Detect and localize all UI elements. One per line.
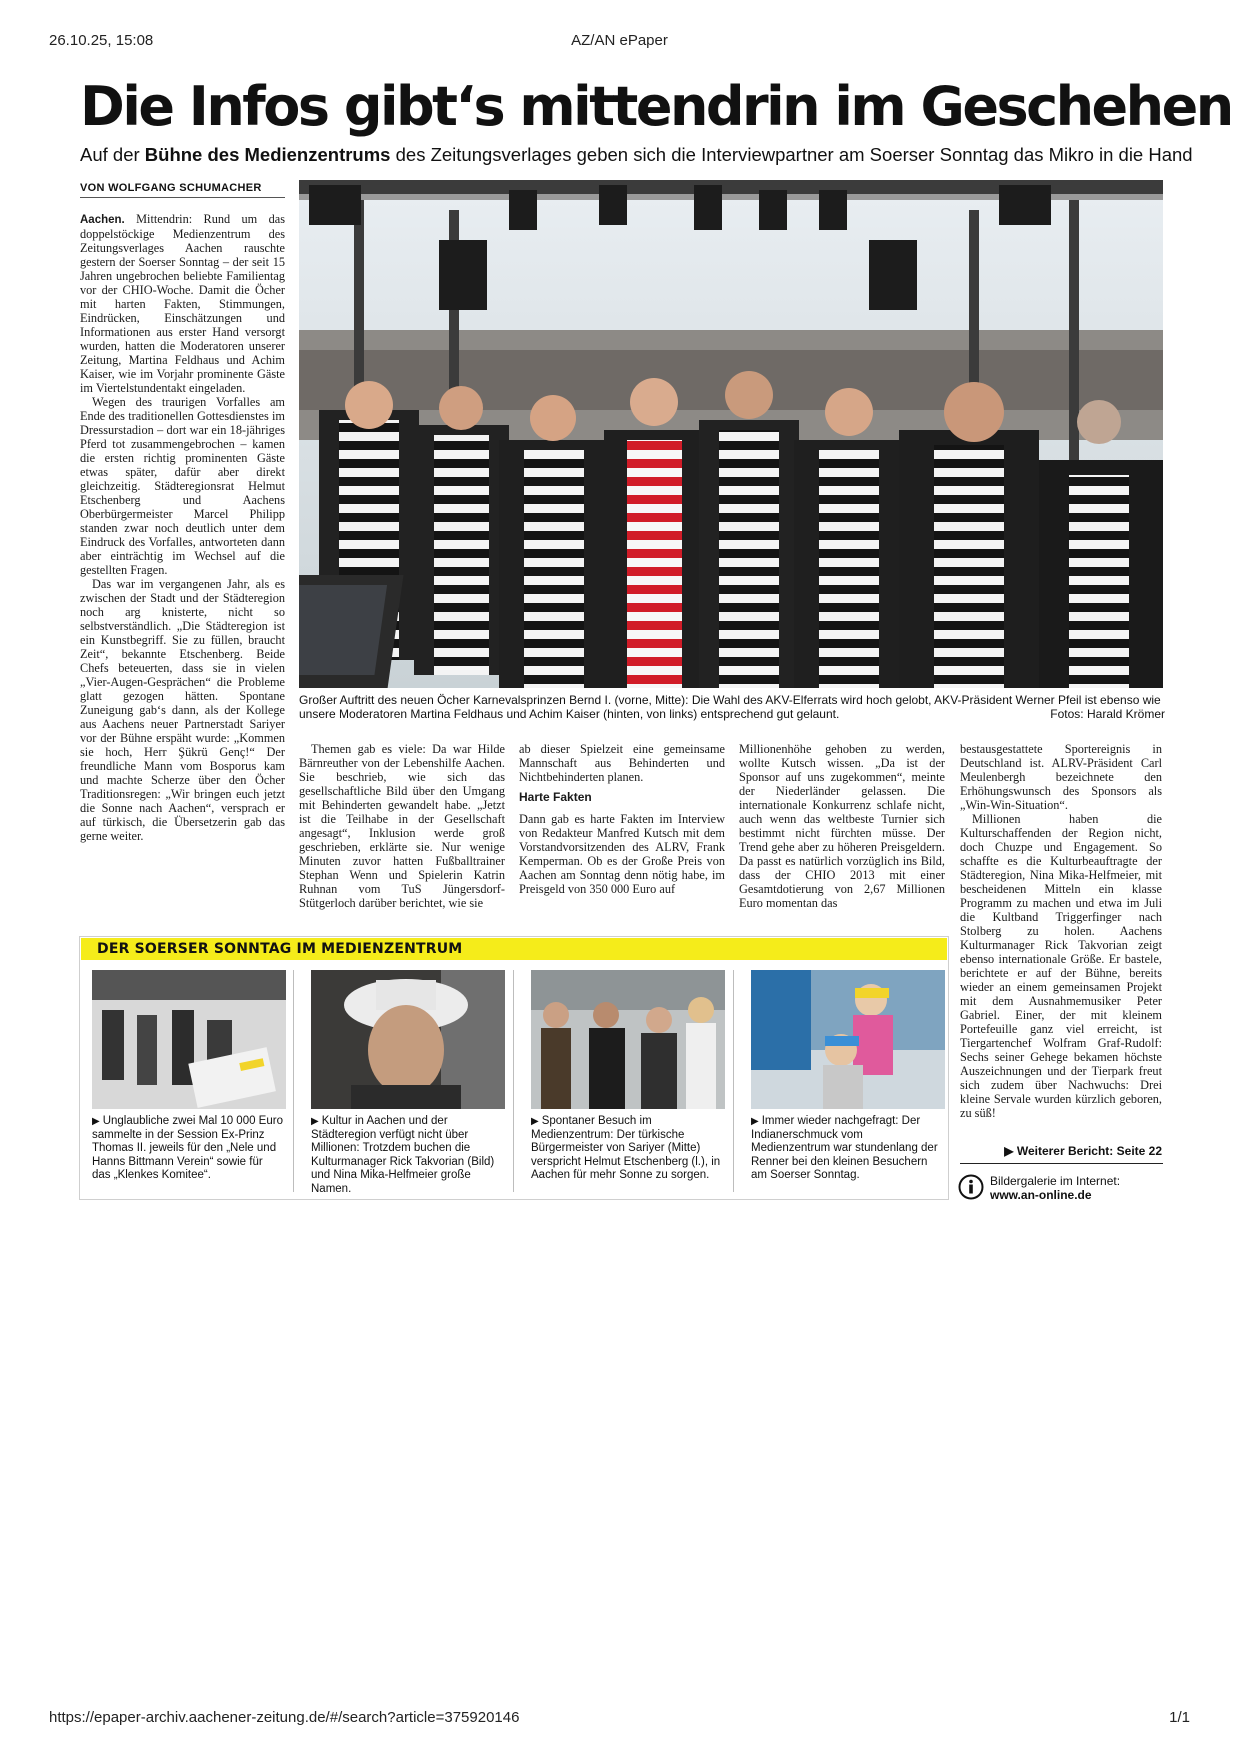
article-column-1: Aachen. Mittendrin: Rund um das doppelstöckige Medienzentrum des Zeitungsverlages Aachen rauschte gestern der Soerser Sonntag – der seit 15 Jahren ungebrochen beliebte Familientag vor der CHIO-Woche. Damit die Öcher mit harten Fakten, Stimmungen, Eindrücken, Einschätzungen und Informationen aus erster Hand versorgt wurden, hatten die Moderatoren unserer Zeitung, Martina Feldhaus und Achim Kaiser, wie im Vorjahr prominente Gäste im Viertelstundentakt eingeladen. Wegen des traurigen Vorfalles am Ende des traditionellen Gottesdienstes im Dressurstadion – dort war ein 18-jähriges Pferd tot zusammengebrochen – kamen die ersten richtig prominenten Gäste etwas später, dafür aber direkt gleichzeitig. Städteregionsrat Helmut Etschenberg und Aachens Oberbürgermeister Marcel Philipp standen zwar noch deutlich unter dem Eindruck des Vorfalles, antworteten dann aber einträchtig im Wechsel auf die gestellten Fragen. Das war im vergangenen Jahr, als es zwischen der Stadt und der Städteregion noch arg knisterte, nicht so selbstverständlich. „Die Städteregion ist ein Kunstbegriff. Sie zu füllen, braucht Zeit“, bekannte Etschenberg. Beide Chefs beteuerten, dass sie in vielen „Vier-Augen-Gesprächen“ die Probleme glatt gezogen hätten. Spontane Zuneigung gab‘s dann, als der Kollege aus Aachens neuer Partnerstadt Sariyer vor der Bühne erspäht wurde: „Kommen sie hoch, Herr Şükrü Genç!“ Der freundliche Mann vom Bosporus kam und machte Scherze über den Öcher Traditionsregen: „Wir bringen euch jetzt die Sonne nach Aachen“, versprach er auf türkisch, die Übersetzerin gab das gerne weiter. (80, 212, 285, 843)
divider (960, 1163, 1163, 1164)
info-icon (958, 1174, 984, 1200)
gallery-notice (958, 1172, 1168, 1206)
thumbnail-caption-3: ▶ Spontaner Besuch im Medienzentrum: Der türkische Bürgermeister von Sariyer (Mitte) verspricht Helmut Etschenberg (l.), in Aachen für mehr Sonne zu sorgen. (531, 1115, 721, 1181)
print-footer (0, 1709, 1239, 1729)
byline-rule (80, 197, 285, 198)
thumbnail-photo-4 (751, 970, 945, 1109)
photo-gallery-box (79, 936, 949, 1200)
box-title: DER SOERSER SONNTAG IM MEDIENZENTRUM (97, 941, 463, 957)
thumbnail-caption-1: ▶ Unglaubliche zwei Mal 10 000 Euro sammelte in der Session Ex-Prinz Thomas II. jeweils für den „Nele und Hanns Bittmann Verein“ sowie für das „Klenkes Komitee“. (92, 1115, 283, 1181)
article-column-4: Millionenhöhe gehoben zu werden, wollte Kutsch wissen. „Da ist der Sponsor auf uns zugekommen“, meinte der Niederländer gelassen. Die internationale Konkurrenz schlafe nicht, auch wenn das weltbeste Turnier sich bestimmt nicht fürchten müsse. Der Trend gehe aber zu höheren Preisgeldern. Da passt es natürlich vorzüglich ins Bild, dass der CHIO 2013 mit einer Gesamtdotierung von 2,67 Millionen Euro momentan das (739, 742, 945, 910)
article-column-3: ab dieser Spielzeit eine gemeinsame Mannschaft aus Behinderten und Nichtbehinderten planen. Harte Fakten Dann gab es harte Fakten im Interview von Redakteur Manfred Kutsch mit dem Vorstandvorsitzenden des ALRV, Frank Kemperman. Ob es der Große Preis von Aachen am Sonntag denn nötig habe, im Preisgeld von 350 000 Euro auf (519, 742, 725, 896)
print-title: AZ/AN ePaper (571, 32, 668, 49)
gallery-url[interactable]: www.an-online.de (990, 1188, 1092, 1202)
divider (293, 970, 294, 1192)
main-photo (299, 180, 1163, 688)
photo-caption: Großer Auftritt des neuen Öcher Karnevalsprinzen Bernd I. (vorne, Mitte): Die Wahl des AKV-Elferrats wird hoch gelobt, AKV-Präsident Werner Pfeil ist ebenso wie unsere Moderatoren Martina Feldhaus und Achim Kaiser (hinten, von links) entsprechend gut gelaunt. Fotos: Harald Krömer (299, 693, 1165, 721)
further-report-link[interactable]: ▶ Weiterer Bericht: Seite 22 (1004, 1144, 1162, 1158)
divider (733, 970, 734, 1192)
print-page-number: 1/1 (1169, 1709, 1190, 1726)
print-datetime: 26.10.25, 15:08 (49, 32, 154, 49)
subhead-harte-fakten: Harte Fakten (519, 790, 592, 804)
gallery-label: Bildergalerie im Internet: (990, 1174, 1121, 1188)
divider (513, 970, 514, 1192)
article-column-2: Themen gab es viele: Da war Hilde Bärnreuther von der Lebenshilfe Aachen. Sie beschrieb, wie sich das gesellschaftliche Bild über den Umgang mit Behinderten gewandelt habe. „Jetzt ist die Teilhabe in der Gesellschaft angesagt“, Inklusion werde groß geschrieben, erklärte sie. Nur wenige Minuten zuvor hatten Fußballtrainer Stephan Wenn und Spielerin Katrin Ruhnan vom TuS Jüngersdorf-Stütgerloch darüber berichtet, wie sie (299, 742, 505, 910)
thumbnail-photo-2 (311, 970, 505, 1109)
thumbnail-photo-1 (92, 970, 286, 1109)
thumbnail-caption-2: ▶ Kultur in Aachen und der Städteregion verfügt nicht über Millionen: Trotzdem buchen die Kulturmanager Rick Takvorian (Bild) und Nina Mika-Helfmeier große Namen. (311, 1115, 495, 1195)
article-subheadline: Auf der Bühne des Medienzentrums des Zeitungsverlages geben sich die Interviewpartner am Soerser Sonntag das Mikro in die Hand (80, 144, 1193, 165)
article-column-5: bestausgestattete Sportereignis in Deutschland ist. ALRV-Präsident Carl Meulenbergh bezeichnete den Erhöhungswunsch des Sponsors als „Win-Win-Situation“. Millionen haben die Kulturschaffenden der Region nicht, doch Chuzpe und Engagement. So schaffte es die Kulturbeauftragte der Städteregion, Nina Mika-Helfmeier, mit bescheidenen Mitteln ein klasse Programm zu machen und etwa im Juli die Kultband Triggerfinger nach Stolberg zu holen. Aachens Kulturmanager Rick Takvorian zeigt ebenso internationale Größe. Er bastele, berichtete er auf der Bühne, bereits wieder an einem gemeinsamen Projekt mit dem Ausnahmemusiker Peter Gabriel. Einer, der mit kleinem Portefeuille ganz viel erreicht, ist Tiergartenchef Wolfram Graf-Rudolf: Sechs seiner Gehege bekamen höchste Auszeichnungen und der Tierpark freut sich zudem über Nachwuchs: Drei kleine Servale wurden kürzlich geboren, zu süß! (960, 742, 1162, 1120)
thumbnail-photo-3 (531, 970, 725, 1109)
photo-credit: Fotos: Harald Krömer (1050, 707, 1165, 721)
print-header (0, 32, 1239, 52)
article-headline: Die Infos gibt‘s mittendrin im Geschehen (80, 75, 1232, 138)
print-url[interactable]: https://epaper-archiv.aachener-zeitung.de/#/search?article=375920146 (49, 1709, 520, 1726)
byline: VON WOLFGANG SCHUMACHER (80, 182, 262, 194)
thumbnail-caption-4: ▶ Immer wieder nachgefragt: Der Indianerschmuck vom Medienzentrum war stundenlang der Renner bei den kleinen Besuchern am Soerser Sonntag. (751, 1115, 938, 1181)
box-title-band (81, 938, 947, 960)
